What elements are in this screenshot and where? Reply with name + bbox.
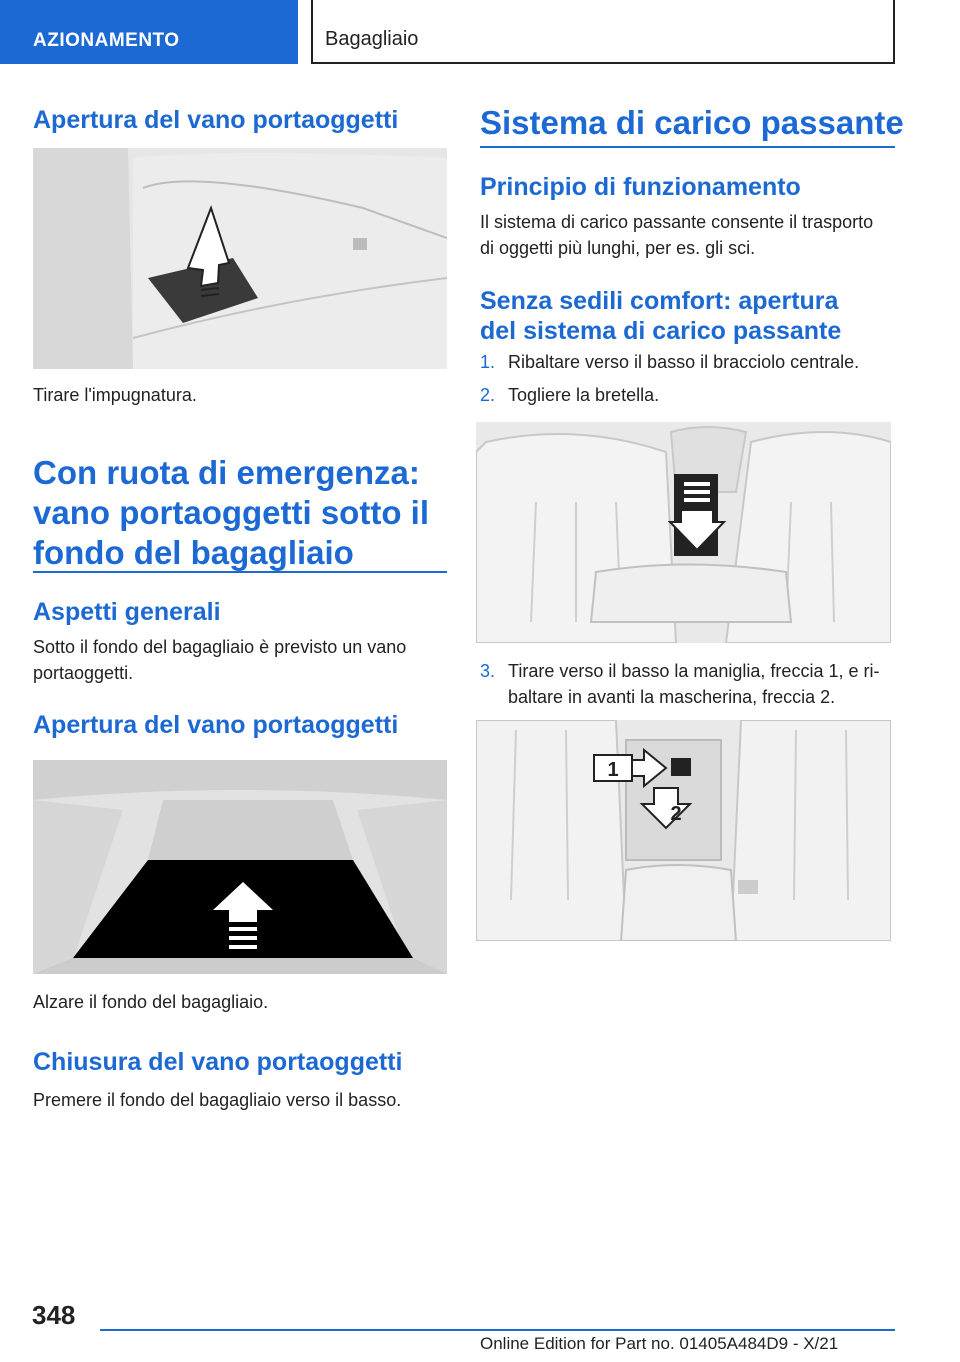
page-number: 348 <box>32 1300 76 1330</box>
paragraph-principle <box>480 209 873 261</box>
text-line: portaoggetti. <box>33 663 134 683</box>
arrow-label-2: 2 <box>670 803 682 825</box>
step-text: Tirare verso il basso la maniglia, freccia 1, e ri- <box>508 661 880 681</box>
heading-open-compartment-2: Apertura del vano portaoggetti <box>33 711 399 739</box>
figure-load-through-hatch <box>476 720 891 941</box>
chapter-title: Bagagliaio <box>325 28 419 50</box>
heading-load-through: Sistema di carico passante <box>480 104 904 141</box>
footer-edition: Online Edition for Part no. 01405A484D9 - X/21 <box>480 1334 839 1353</box>
section-rule <box>480 146 895 148</box>
heading-line: Senza sedili comfort: apertura <box>480 287 839 315</box>
heading-open-compartment: Apertura del vano portaoggetti <box>33 106 399 134</box>
figure-rear-seats-armrest <box>476 422 891 643</box>
text-line: di oggetti più lunghi, per es. gli sci. <box>480 238 756 258</box>
heading-line: fondo del bagagliaio <box>33 534 354 571</box>
heading-emergency-wheel <box>33 453 429 573</box>
step-3 <box>480 658 879 710</box>
section-title: AZIONAMENTO <box>33 30 180 51</box>
caption-lift-floor: Alzare il fondo del bagagliaio. <box>33 992 269 1012</box>
text-line: Il sistema di carico passante consente il trasporto <box>480 212 874 232</box>
section-rule <box>33 571 447 573</box>
heading-general: Aspetti generali <box>33 598 221 626</box>
step-number: 3. <box>480 661 496 681</box>
section-tab <box>0 0 298 64</box>
heading-line: del sistema di carico passante <box>480 317 842 345</box>
paragraph-close: Premere il fondo del bagagliaio verso il basso. <box>33 1090 402 1110</box>
chapter-header <box>311 0 895 64</box>
step-text: Ribaltare verso il basso il bracciolo centrale. <box>508 352 860 372</box>
step-number: 1. <box>480 352 496 372</box>
heading-line: Con ruota di emergenza: <box>33 454 420 491</box>
heading-principle: Principio di funzionamento <box>480 173 801 201</box>
caption-pull-handle: Tirare l'impugnatura. <box>33 385 197 405</box>
step-number: 2. <box>480 385 496 405</box>
footer-rule <box>100 1329 895 1331</box>
figure-trunk-floor <box>33 760 447 974</box>
figure-trunk-side-handle <box>33 148 447 369</box>
heading-line: vano portaoggetti sotto il <box>33 494 429 531</box>
arrow-label-1: 1 <box>607 759 619 781</box>
paragraph-general <box>33 634 406 686</box>
heading-close-compartment: Chiusura del vano portaoggetti <box>33 1048 403 1076</box>
text-line: Sotto il fondo del bagagliaio è previsto un vano <box>33 637 407 657</box>
step-text-continued: baltare in avanti la mascherina, freccia 2. <box>508 687 836 707</box>
heading-without-comfort <box>480 286 841 346</box>
step-text: Togliere la bretella. <box>508 385 660 405</box>
step-1 <box>480 349 859 375</box>
step-2 <box>480 382 659 408</box>
